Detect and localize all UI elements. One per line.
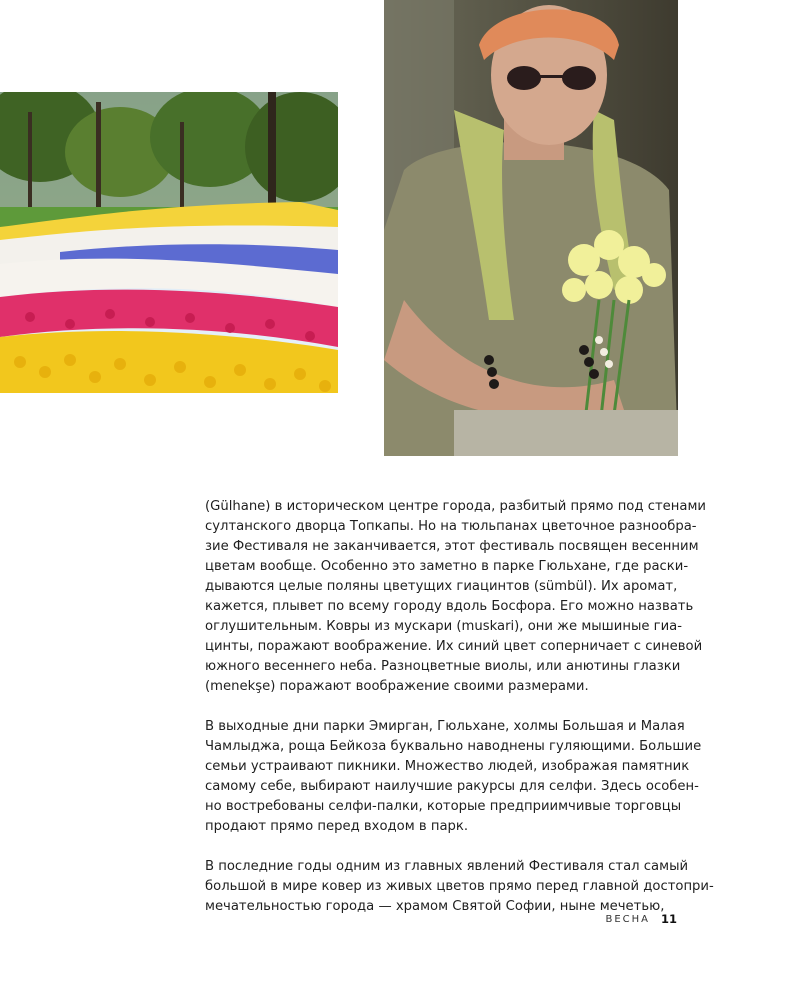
text-line: зие Фестиваля не заканчивается, этот фестиваль посвящен весенним	[205, 539, 699, 554]
text-line: дываются целые поляны цветущих гиацинтов (sümbül). Их аромат,	[205, 579, 678, 594]
text-line: Чамлыджа, роща Бейкоза буквально наводнены гуляющими. Большие	[205, 739, 702, 754]
article-text	[205, 497, 714, 937]
text-line: В последние годы одним из главных явлений Фестиваля стал самый	[205, 859, 689, 874]
text-line: южного весеннего неба. Разноцветные виолы, или анютины глазки	[205, 659, 681, 674]
woman-with-flowers-photo-icon	[384, 0, 678, 456]
text-line: кажется, плывет по всему городу вдоль Босфора. Его можно назвать	[205, 599, 694, 614]
text-line: В выходные дни парки Эмирган, Гюльхане, холмы Большая и Малая	[205, 719, 685, 734]
woman-photo	[384, 0, 678, 456]
text-line: самому себе, выбирают наилучшие ракурсы для селфи. Здесь особен-	[205, 779, 699, 794]
paragraph-3	[205, 857, 714, 917]
text-line: но востребованы селфи-палки, которые предприимчивые торговцы	[205, 799, 682, 814]
text-line: мечательностью города — храмом Святой Софии, ныне мечетью,	[205, 899, 665, 914]
text-line: цветам вообще. Особенно это заметно в парке Гюльхане, где раски-	[205, 559, 689, 574]
text-line: семьи устраивают пикники. Множество людей, изображая памятник	[205, 759, 690, 774]
section-name: ВЕСНА	[605, 913, 650, 925]
paragraph-1	[205, 497, 706, 697]
text-line: (Gülhane) в историческом центре города, разбитый прямо под стенами	[205, 499, 706, 514]
text-line: оглушительным. Ковры из мускари (muskari), они же мышиные гиа-	[205, 619, 683, 634]
text-line: (menekşe) поражают воображение своими размерами.	[205, 679, 589, 694]
tulip-field-photo-icon	[0, 92, 338, 393]
paragraph-2	[205, 717, 702, 837]
text-line: цинты, поражают воображение. Их синий цвет соперничает с синевой	[205, 639, 703, 654]
text-line: большой в мире ковер из живых цветов прямо перед главной достопри-	[205, 879, 714, 894]
text-line: султанского дворца Топкапы. Но на тюльпанах цветочное разнообра-	[205, 519, 697, 534]
text-line: продают прямо перед входом в парк.	[205, 819, 469, 834]
page-footer	[605, 912, 677, 926]
tulips-photo	[0, 92, 338, 393]
page-number: 11	[660, 912, 677, 926]
